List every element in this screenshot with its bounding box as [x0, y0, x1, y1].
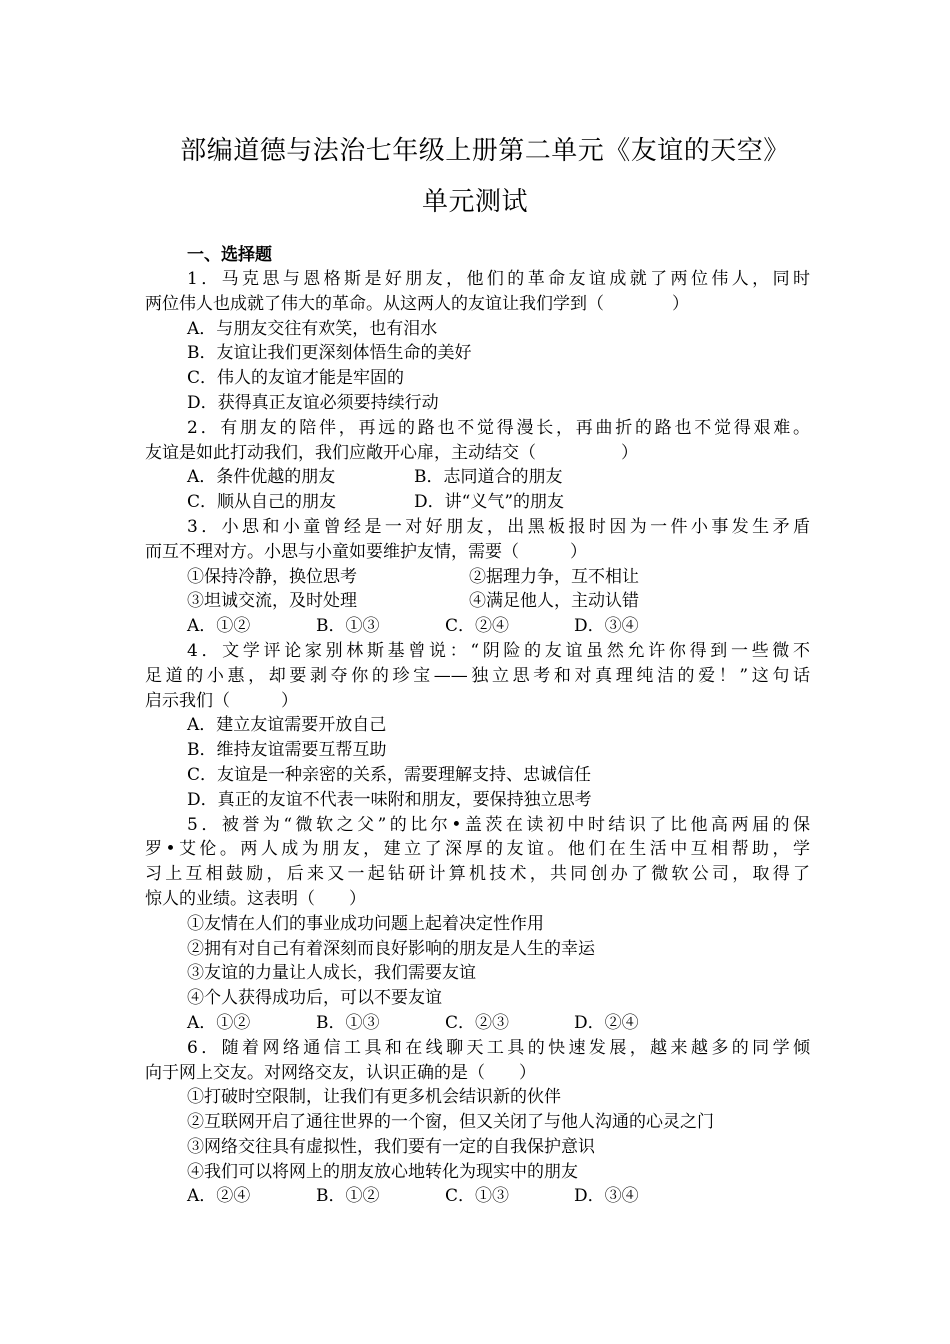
question-5-option-c: C．②③	[445, 1012, 510, 1033]
question-5-stem-line-2: 罗•艾伦。两人成为朋友，建立了深厚的友谊。他们在生活中互相帮助，学	[145, 839, 810, 860]
question-6-options-row	[145, 1184, 810, 1209]
question-4-option-d: D．真正的友谊不代表一味附和朋友，要保持独立思考	[187, 789, 592, 810]
question-6-stem-line-2: 向于网上交友。对网络交友，认识正确的是（ ）	[145, 1062, 536, 1083]
question-1	[145, 267, 810, 416]
question-1-stem-line-2: 两位伟人也成就了伟大的革命。从这两人的友谊让我们学到（ ）	[145, 293, 689, 314]
question-2-stem-line-1: 2．有朋友的陪伴，再远的路也不觉得漫长，再曲折的路也不觉得艰难。	[187, 417, 810, 438]
question-6-statement-1: ①打破时空限制，让我们有更多机会结识新的伙伴	[187, 1087, 561, 1108]
question-6-stem-line-1: 6．随着网络通信工具和在线聊天工具的快速发展，越来越多的同学倾	[187, 1037, 810, 1058]
question-2	[145, 416, 810, 515]
question-2-options-row-2	[145, 490, 810, 515]
question-5-stem-line-4: 惊人的业绩。这表明（ ）	[145, 888, 366, 909]
question-3	[145, 515, 810, 639]
question-5-statement-2: ②拥有对自己有着深刻而良好影响的朋友是人生的幸运	[187, 938, 595, 959]
question-4-option-a: A．建立友谊需要开放自己	[187, 715, 387, 736]
question-5-statement-4: ④个人获得成功后，可以不要友谊	[187, 988, 442, 1009]
question-5-statement-1: ①友情在人们的事业成功问题上起着决定性作用	[187, 913, 544, 934]
question-6-statement-4: ④我们可以将网上的朋友放心地转化为现实中的朋友	[187, 1161, 578, 1182]
question-5-stem-line-1: 5．被誉为“微软之父”的比尔•盖茨在读初中时结识了比他高两届的保	[187, 814, 810, 835]
question-5-option-d: D．②④	[574, 1012, 639, 1033]
question-5-option-b: B．①③	[316, 1012, 380, 1033]
question-3-option-d: D．③④	[574, 616, 639, 637]
question-3-option-b: B．①③	[316, 616, 380, 637]
question-3-stem-line-1: 3．小思和小童曾经是一对好朋友，出黑板报时因为一件小事发生矛盾	[187, 516, 810, 537]
question-4	[145, 639, 810, 813]
question-6-statement-2: ②互联网开启了通往世界的一个窗，但又关闭了与他人沟通的心灵之门	[187, 1112, 714, 1133]
question-1-option-c: C．伟人的友谊才能是牢固的	[187, 368, 405, 389]
section-heading: 一、选择题	[187, 245, 272, 265]
question-4-stem-line-1: 4．文学评论家别林斯基曾说：“阴险的友谊虽然允许你得到一些微不	[187, 640, 810, 661]
question-6-statement-3: ③网络交往具有虚拟性，我们要有一定的自我保护意识	[187, 1136, 595, 1157]
question-4-stem-line-2: 足道的小惠，却要剥夺你的珍宝——独立思考和对真理纯洁的爱！”这句话	[145, 665, 810, 686]
question-4-stem-line-3: 启示我们（ ）	[145, 690, 298, 711]
document-title-line-2: 单元测试	[421, 187, 528, 217]
question-2-options-row-1	[145, 465, 810, 490]
question-list	[145, 267, 810, 1209]
question-3-statements-row-2	[145, 589, 810, 614]
question-6-option-b: B．①②	[316, 1186, 380, 1207]
question-2-option-a: A．条件优越的朋友	[187, 467, 336, 488]
question-3-statement-4: ④满足他人，主动认错	[469, 591, 639, 612]
question-4-option-b: B．维持友谊需要互帮互助	[187, 740, 387, 761]
question-2-stem-line-2: 友谊是如此打动我们，我们应敞开心扉，主动结交（ ）	[145, 442, 638, 463]
question-5-option-a: A．①②	[187, 1012, 251, 1033]
question-1-option-a: A．与朋友交往有欢笑，也有泪水	[187, 318, 438, 339]
question-5-statement-3: ③友谊的力量让人成长，我们需要友谊	[187, 963, 476, 984]
question-3-statement-2: ②据理力争，互不相让	[469, 566, 639, 587]
question-3-statements-row-1	[145, 565, 810, 590]
question-3-option-a: A．①②	[187, 616, 251, 637]
question-3-statement-1: ①保持冷静，换位思考	[187, 566, 357, 587]
question-2-option-d: D．讲“义气”的朋友	[414, 492, 565, 513]
question-2-option-b: B．志同道合的朋友	[414, 467, 563, 488]
question-1-stem-line-1: 1．马克思与恩格斯是好朋友，他们的革命友谊成就了两位伟人，同时	[187, 269, 810, 289]
question-6-option-d: D．③④	[574, 1186, 639, 1207]
question-4-option-c: C．友谊是一种亲密的关系，需要理解支持、忠诚信任	[187, 764, 592, 785]
question-3-options-row	[145, 614, 810, 639]
question-6	[145, 1036, 810, 1210]
question-5	[145, 813, 810, 1036]
question-1-option-d: D．获得真正友谊必须要持续行动	[187, 392, 439, 413]
question-2-option-c: C．顺从自己的朋友	[187, 492, 337, 513]
question-6-option-a: A．②④	[187, 1186, 251, 1207]
question-6-option-c: C．①③	[445, 1186, 510, 1207]
question-5-stem-line-3: 习上互相鼓励，后来又一起钻研计算机技术，共同创办了微软公司，取得了	[145, 864, 810, 885]
question-3-option-c: C．②④	[445, 616, 510, 637]
document-title-line-1: 部编道德与法治七年级上册第二单元《友谊的天空》	[180, 136, 790, 166]
question-5-options-row	[145, 1011, 810, 1036]
question-3-statement-3: ③坦诚交流，及时处理	[187, 591, 357, 612]
question-3-stem-line-2: 而互不理对方。小思与小童如要维护友情，需要（ ）	[145, 541, 587, 562]
question-1-option-b: B．友谊让我们更深刻体悟生命的美好	[187, 343, 472, 364]
